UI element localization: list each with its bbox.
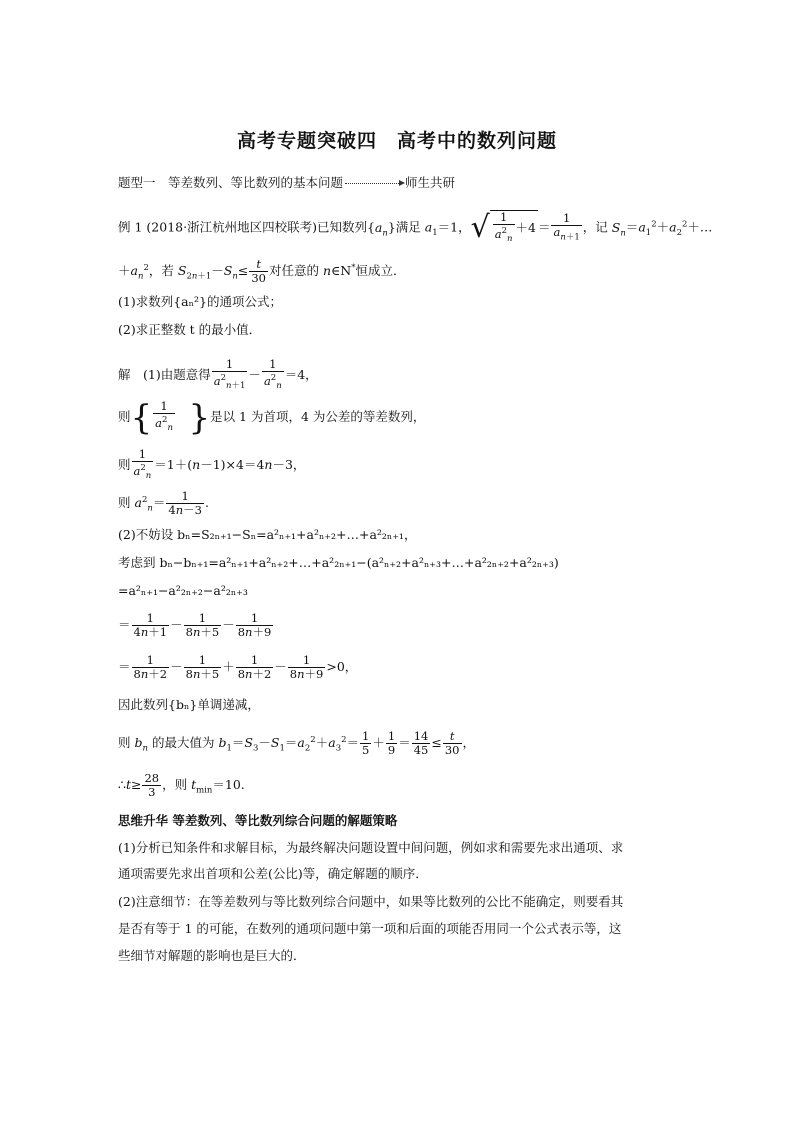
summary-p1-line2: 通项需要先求出首项和公差(公比)等，确定解题的顺序． — [118, 866, 428, 881]
solution-step-9: ＝ $\frac{1}{8n+2}$ － $\frac{1}{8n+5}$ ＋ $\frac{1}{8n+2}$ － $\frac{1}{8n+9}$ >0， — [118, 653, 358, 681]
solution-step-1: 解 (1)由题意得 $\frac{1}{a^2_{n+1}}$ － $\frac{1}{a^2_n}$ ＝4， — [118, 357, 318, 392]
solution-step-11: 则 $b_n$ 的最大值为 $b_1=S_3-S_1=a_2^2+a_3^2=$ $\frac{1}{5}$ ＋ $\frac{1}{9}$ ＝ $\frac{14}{45}$ ≤ $\frac{t}{30}$ ， — [118, 729, 476, 757]
summary-title: 思维升华 等差数列、等比数列综合问题的解题策略 — [118, 813, 398, 828]
summary-p2-line3: 些细节对解题的影响也是巨大的． — [118, 948, 306, 963]
example-prefix: 例 1 — [118, 219, 143, 235]
solution-step-6: 考虑到 bₙ−bₙ₊₁=a²ₙ₊₁+a²ₙ₊₂+…+a²₂ₙ₊₁−(a²ₙ₊₂+a²ₙ₊₃+…+a²₂ₙ₊₂+a²₂ₙ₊₃) — [118, 555, 559, 570]
solution-step-3: 则 $\frac{1}{a^2_n}$ ＝1＋(n－1)×4＝4n－3， — [118, 447, 306, 482]
arrow-icon — [345, 183, 403, 184]
type-header-tag: 师生共研 — [405, 175, 456, 190]
example-source: (2018·浙江杭州地区四校联考) — [146, 219, 317, 235]
example-line-2: $+a_n^2$，若 $S_{2n+1}-S_n\le$ $\frac{t}{30}$ 对任意的 n∈N*恒成立． — [118, 257, 406, 285]
solution-step-4: 则 $a^2_n=$ $\frac{1}{4n-3}$ . — [118, 489, 209, 517]
question-2: (2)求正整数 t 的最小值． — [118, 322, 262, 337]
solution-step-8: ＝ $\frac{1}{4n+1}$ － $\frac{1}{8n+5}$ － $\frac{1}{8n+9}$ — [118, 611, 272, 639]
example-line-1: 例 1 (2018·浙江杭州地区四校联考)已知数列$\{a_n\}$满足 $a_1=1$，√ $\frac{1}{a^2_n}$ ＋4 ＝ $\frac{1}{a_{n+1}}$ ，记 $S_n=a_1^2+a_2^2+\dots$ — [118, 210, 713, 246]
solution-step-5: (2)不妨设 bₙ=S₂ₙ₊₁−Sₙ=a²ₙ₊₁+a²ₙ₊₂+…+a²₂ₙ₊₁， — [118, 527, 417, 542]
solution-label: 解 — [118, 367, 131, 383]
question-1: (1)求数列{aₙ²}的通项公式； — [118, 294, 282, 309]
solution-step-2: 则{ $\frac{1}{a^2_n}$ }是以 1 为首项，4 为公差的等差数列， — [118, 397, 426, 438]
type-header-label: 题型一 等差数列、等比数列的基本问题 — [118, 175, 344, 190]
page-title: 高考专题突破四 高考中的数列问题 — [236, 130, 557, 152]
solution-step-7: =a²ₙ₊₁−a²₂ₙ₊₂−a²₂ₙ₊₃ — [118, 583, 248, 598]
summary-p2-line1: (2)注意细节：在等差数列与等比数列综合问题中，如果等比数列的公比不能确定，则要看其 — [118, 894, 624, 909]
summary-p1-line1: (1)分析已知条件和求解目标，为最终解决问题设置中间问题，例如求和需要先求出通项、求 — [118, 840, 624, 855]
sqrt-expression: √ $\frac{1}{a^2_n}$ ＋4 — [470, 210, 536, 246]
solution-step-12: ∴t≥ $\frac{28}{3}$ ，则 $t_{min}=10$. — [118, 771, 245, 799]
solution-step-10: 因此数列{bₙ}单调递减， — [118, 697, 260, 712]
summary-p2-line2: 是否有等于 1 的可能，在数列的通项问题中第一项和后面的项能否用同一个公式表示等，这 — [118, 921, 622, 936]
type-header — [118, 175, 455, 191]
